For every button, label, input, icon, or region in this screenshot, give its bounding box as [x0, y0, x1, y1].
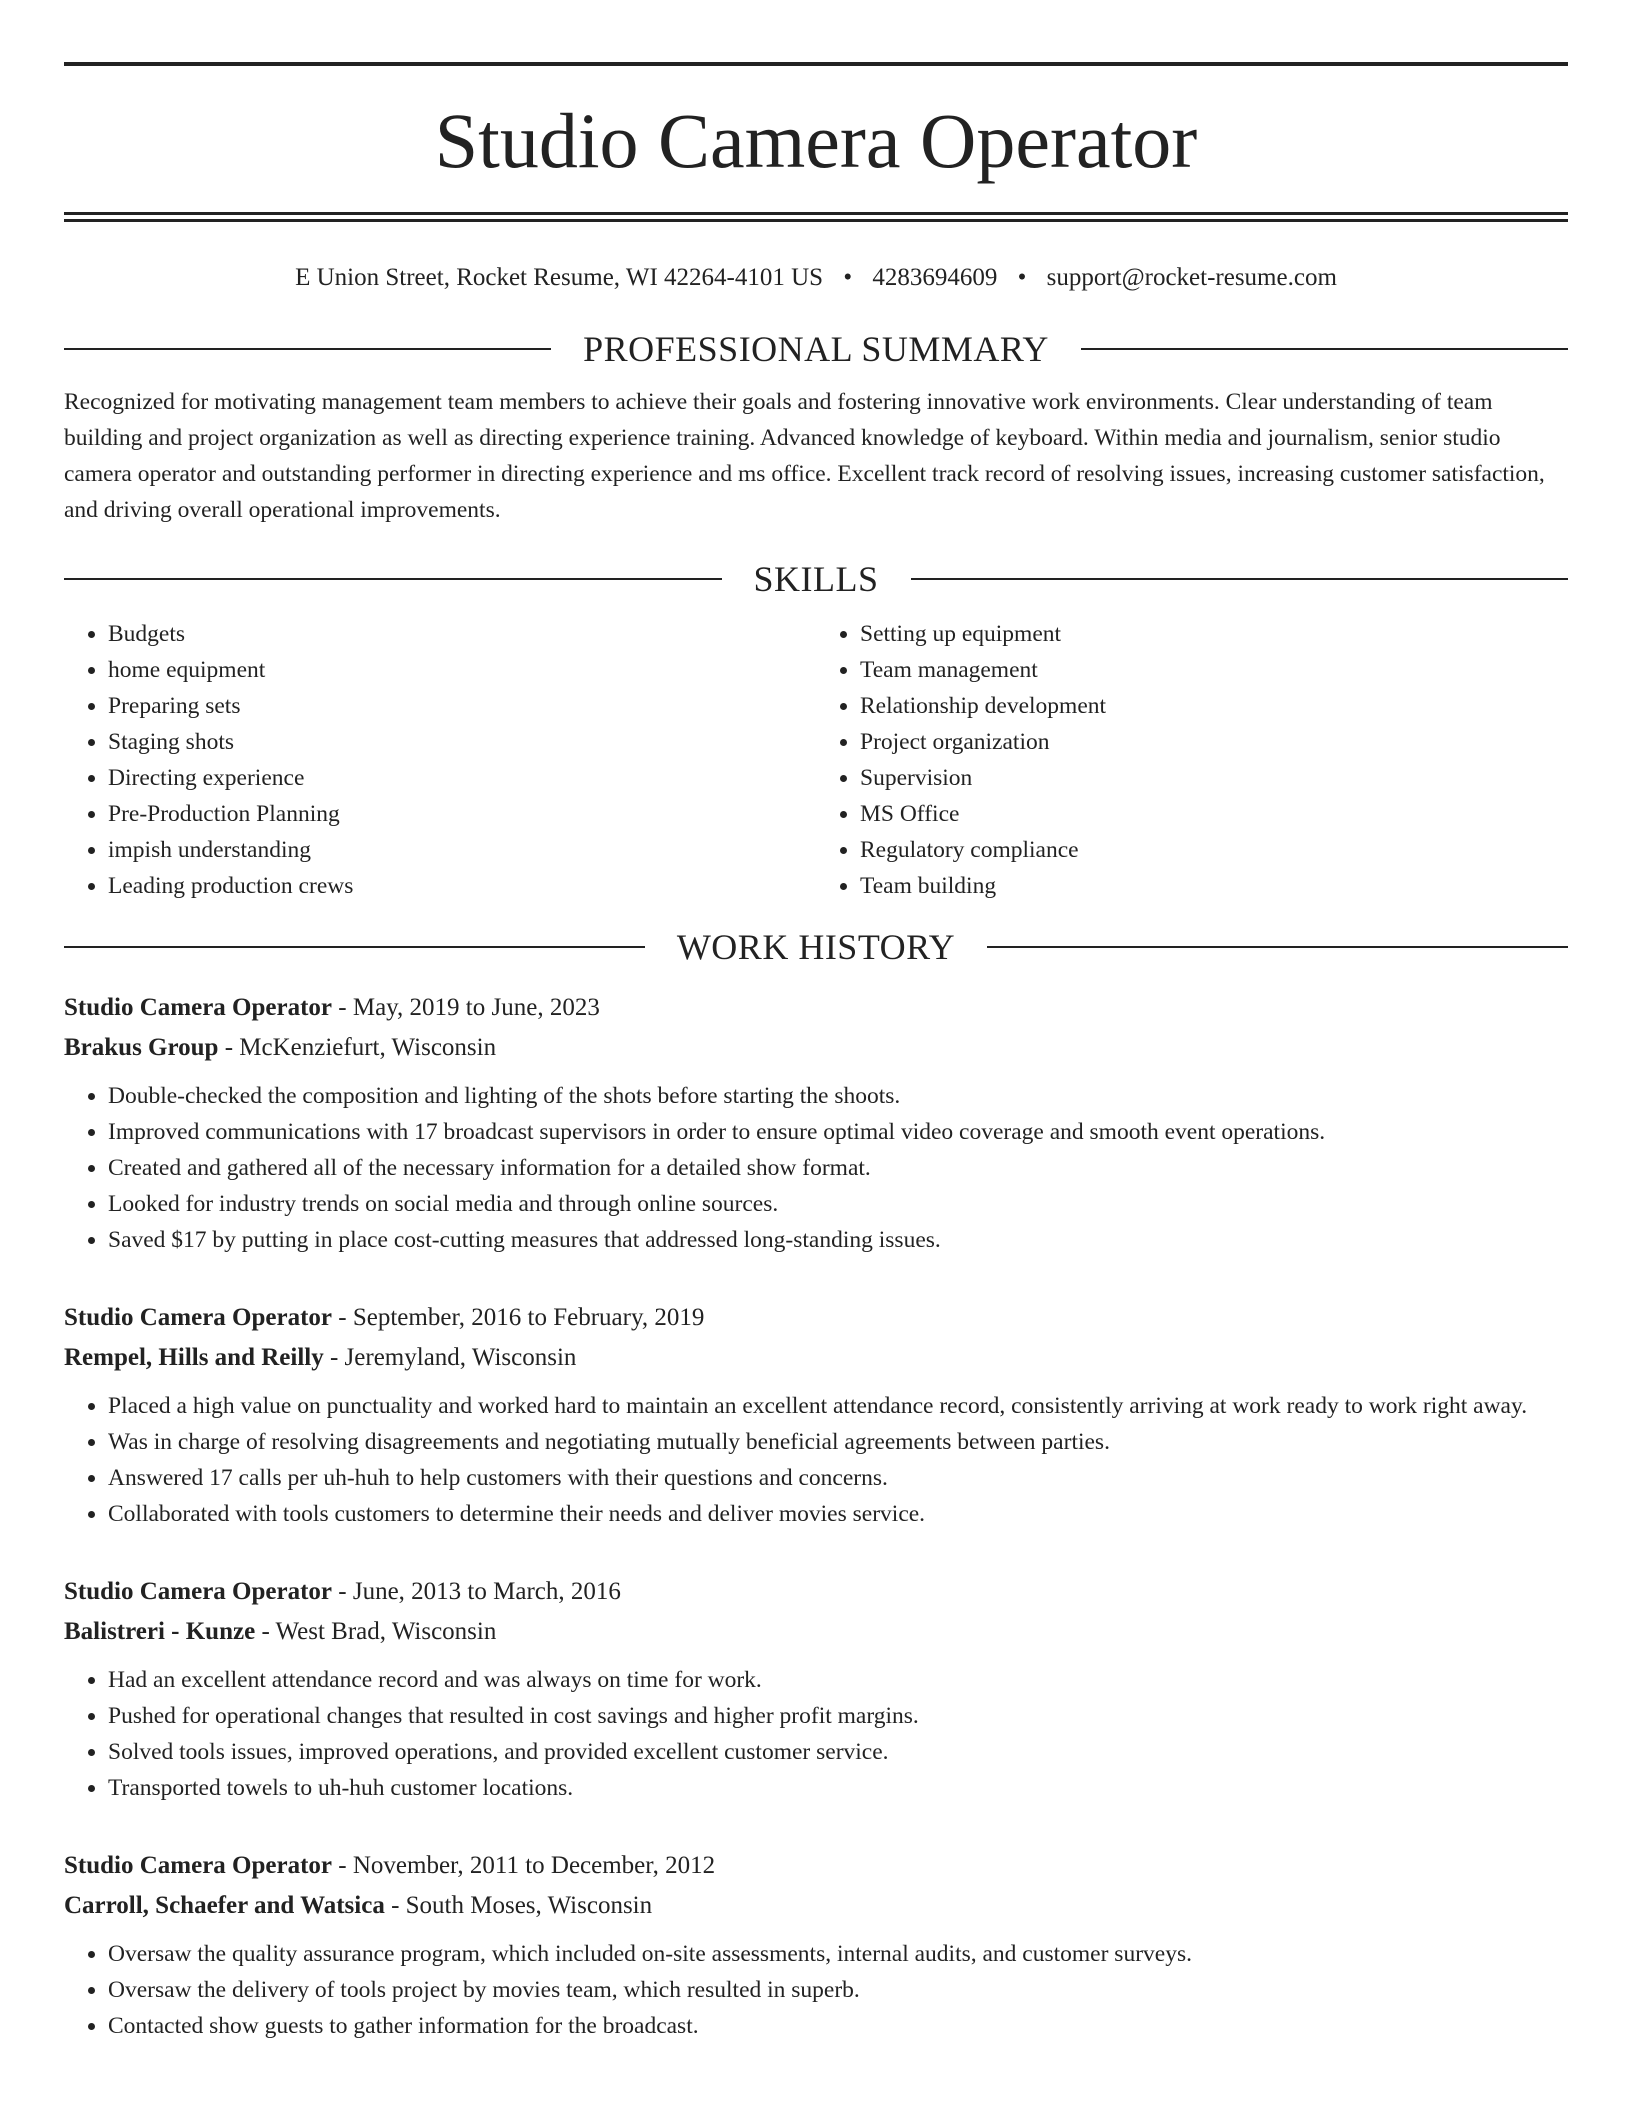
skills-list-left — [64, 616, 816, 904]
job-location: - Jeremyland, Wisconsin — [323, 1344, 577, 1371]
job-company: Carroll, Schaefer and Watsica — [64, 1892, 385, 1919]
job-entry — [64, 1846, 1568, 2044]
job-company: Balistreri - Kunze — [64, 1618, 256, 1645]
skill-item: • MS Office — [860, 796, 1568, 832]
heading-rule-right — [1081, 348, 1568, 350]
job-bullets — [64, 1078, 1568, 1258]
job-title: Studio Camera Operator — [64, 994, 333, 1021]
top-rule — [64, 62, 1568, 66]
work-heading: WORK HISTORY — [676, 927, 956, 967]
skill-item: • Team building — [860, 868, 1568, 904]
job-bullet: • Solved tools issues, improved operations, and provided excellent customer service. — [108, 1734, 1568, 1770]
job-bullet: • Collaborated with tools customers to determine their needs and deliver movies service. — [108, 1496, 1568, 1532]
summary-text: Recognized for motivating management team members to achieve their goals and fostering innovative work environments. Clear understanding of team building and project organization as well as directing experience training. Advanced knowledge of keyboard. Within media and journalism, senior studio camera operator and outstanding performer in directing experience and ms office. Excellent track record of resolving issues, increasing customer satisfaction, and driving overall operational improvements. — [64, 389, 1545, 523]
skill-item: • Preparing sets — [108, 688, 816, 724]
heading-rule-right — [987, 946, 1568, 948]
skills-heading-row — [64, 554, 1568, 604]
heading-rule-left — [64, 946, 645, 948]
job-bullets — [64, 1662, 1568, 1806]
summary-heading-row — [64, 324, 1568, 374]
job-bullet: • Saved $17 by putting in place cost-cutting measures that addressed long-standing issues. — [108, 1222, 1568, 1258]
job-bullet: • Improved communications with 17 broadcast supervisors in order to ensure optimal video coverage and smooth event operations. — [108, 1114, 1568, 1150]
skill-item: • Staging shots — [108, 724, 816, 760]
work-heading-row — [64, 922, 1568, 972]
job-title: Studio Camera Operator — [64, 1304, 333, 1331]
job-bullet: • Had an excellent attendance record and was always on time for work. — [108, 1662, 1568, 1698]
skill-item: • Leading production crews — [108, 868, 816, 904]
job-company-line — [64, 1886, 1568, 1926]
contact-address: E Union Street, Rocket Resume, WI 42264-4101 US — [295, 264, 824, 291]
skill-item: • Regulatory compliance — [860, 832, 1568, 868]
skill-item: • impish understanding — [108, 832, 816, 868]
contact-line — [64, 258, 1568, 298]
skill-item: • Supervision — [860, 760, 1568, 796]
job-company: Rempel, Hills and Reilly — [64, 1344, 324, 1371]
job-company: Brakus Group — [64, 1034, 219, 1061]
job-bullet: • Created and gathered all of the necessary information for a detailed show format. — [108, 1150, 1568, 1186]
job-title-line — [64, 1298, 1568, 1338]
job-title-line — [64, 1572, 1568, 1612]
job-title: Studio Camera Operator — [64, 1578, 333, 1605]
work-history-list — [64, 988, 1568, 2044]
skill-item: • Pre-Production Planning — [108, 796, 816, 832]
contact-separator: • — [843, 264, 853, 291]
heading-rule-left — [64, 348, 551, 350]
skills-list-right — [816, 616, 1568, 904]
job-company-line — [64, 1612, 1568, 1652]
job-title-line — [64, 1846, 1568, 1886]
contact-separator: • — [1017, 264, 1027, 291]
job-bullet: • Oversaw the delivery of tools project by movies team, which resulted in superb. — [108, 1972, 1568, 2008]
job-company-line — [64, 1028, 1568, 1068]
heading-rule-right — [911, 578, 1569, 580]
job-entry — [64, 1572, 1568, 1806]
job-bullet: • Looked for industry trends on social media and through online sources. — [108, 1186, 1568, 1222]
skill-item: • Setting up equipment — [860, 616, 1568, 652]
job-bullet: • Oversaw the quality assurance program, which included on-site assessments, internal audits, and customer surveys. — [108, 1936, 1568, 1972]
job-dates: - November, 2011 to December, 2012 — [332, 1852, 716, 1879]
job-bullet: • Placed a high value on punctuality and worked hard to maintain an excellent attendance record, consistently arriving at work ready to work right away. — [108, 1388, 1568, 1424]
contact-phone[interactable]: 4283694609 — [872, 264, 998, 291]
resume-title: Studio Camera Operator — [434, 97, 1198, 184]
skill-item: • Relationship development — [860, 688, 1568, 724]
job-dates: - May, 2019 to June, 2023 — [332, 994, 600, 1021]
job-entry — [64, 988, 1568, 1258]
skill-item: • home equipment — [108, 652, 816, 688]
job-dates: - September, 2016 to February, 2019 — [332, 1304, 705, 1331]
skill-item: • Budgets — [108, 616, 816, 652]
job-bullet: • Double-checked the composition and lighting of the shots before starting the shoots. — [108, 1078, 1568, 1114]
skill-item: • Directing experience — [108, 760, 816, 796]
job-bullet: • Answered 17 calls per uh-huh to help customers with their questions and concerns. — [108, 1460, 1568, 1496]
job-dates: - June, 2013 to March, 2016 — [332, 1578, 621, 1605]
skills-columns — [64, 616, 1568, 904]
title-double-rule — [64, 212, 1568, 222]
job-title-line — [64, 988, 1568, 1028]
job-location: - South Moses, Wisconsin — [384, 1892, 653, 1919]
job-location: - West Brad, Wisconsin — [255, 1618, 497, 1645]
job-bullet: • Was in charge of resolving disagreements and negotiating mutually beneficial agreements between parties. — [108, 1424, 1568, 1460]
summary-heading: PROFESSIONAL SUMMARY — [583, 329, 1049, 369]
job-bullet: • Contacted show guests to gather information for the broadcast. — [108, 2008, 1568, 2044]
resume-page — [64, 62, 1568, 2044]
job-company-line — [64, 1338, 1568, 1378]
job-location: - McKenziefurt, Wisconsin — [218, 1034, 497, 1061]
skill-item: • Team management — [860, 652, 1568, 688]
skill-item: • Project organization — [860, 724, 1568, 760]
job-entry — [64, 1298, 1568, 1532]
job-bullets — [64, 1388, 1568, 1532]
job-title: Studio Camera Operator — [64, 1852, 333, 1879]
job-bullets — [64, 1936, 1568, 2044]
contact-email[interactable]: support@rocket-resume.com — [1046, 264, 1337, 291]
job-bullet: • Transported towels to uh-huh customer locations. — [108, 1770, 1568, 1806]
skills-heading: SKILLS — [753, 559, 879, 599]
job-bullet: • Pushed for operational changes that resulted in cost savings and higher profit margins. — [108, 1698, 1568, 1734]
heading-rule-left — [64, 578, 722, 580]
